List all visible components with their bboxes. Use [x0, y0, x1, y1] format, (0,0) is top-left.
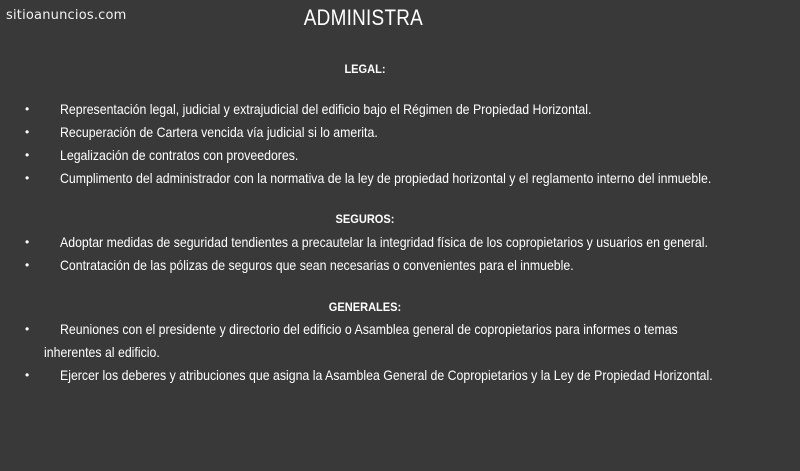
list-item-text: Representación legal, judicial y extrajudicial del edificio bajo el Régimen de Propiedad Horizontal. — [60, 101, 592, 117]
list-item-text: inherentes al edificio. — [44, 344, 160, 360]
bullet-icon: • — [25, 235, 30, 249]
watermark-text: sitioanuncios.com — [6, 8, 127, 23]
bullet-icon: • — [25, 125, 30, 139]
section-heading-legal: LEGAL: — [344, 62, 386, 76]
bullet-icon: • — [25, 322, 30, 336]
bullet-icon: • — [25, 368, 30, 382]
list-item-text: Adoptar medidas de seguridad tendientes a precautelar la integridad física de los copropietarios y usuarios en general. — [60, 234, 708, 250]
section-heading-generales: GENERALES: — [328, 300, 402, 314]
page-title: ADMINISTRA — [303, 5, 424, 30]
section-heading-seguros: SEGUROS: — [335, 212, 395, 226]
bullet-icon: • — [25, 102, 30, 116]
list-item-text: Ejercer los deberes y atribuciones que asigna la Asamblea General de Copropietarios y la Ley de Propiedad Horizontal. — [60, 367, 713, 383]
list-item-text: Recuperación de Cartera vencida vía judicial si lo amerita. — [60, 124, 378, 140]
list-item-text: Contratación de las pólizas de seguros que sean necesarias o convenientes para el inmueble. — [60, 257, 574, 273]
bullet-icon: • — [25, 148, 30, 162]
list-item-text: Reuniones con el presidente y directorio del edificio o Asamblea general de copropietarios para informes o temas — [60, 321, 678, 337]
list-item-text: Cumplimento del administrador con la normativa de la ley de propiedad horizontal y el reglamento interno del inmueble. — [60, 170, 712, 186]
list-item-text: Legalización de contratos con proveedores. — [60, 147, 299, 163]
bullet-icon: • — [25, 258, 30, 272]
bullet-icon: • — [25, 171, 30, 185]
